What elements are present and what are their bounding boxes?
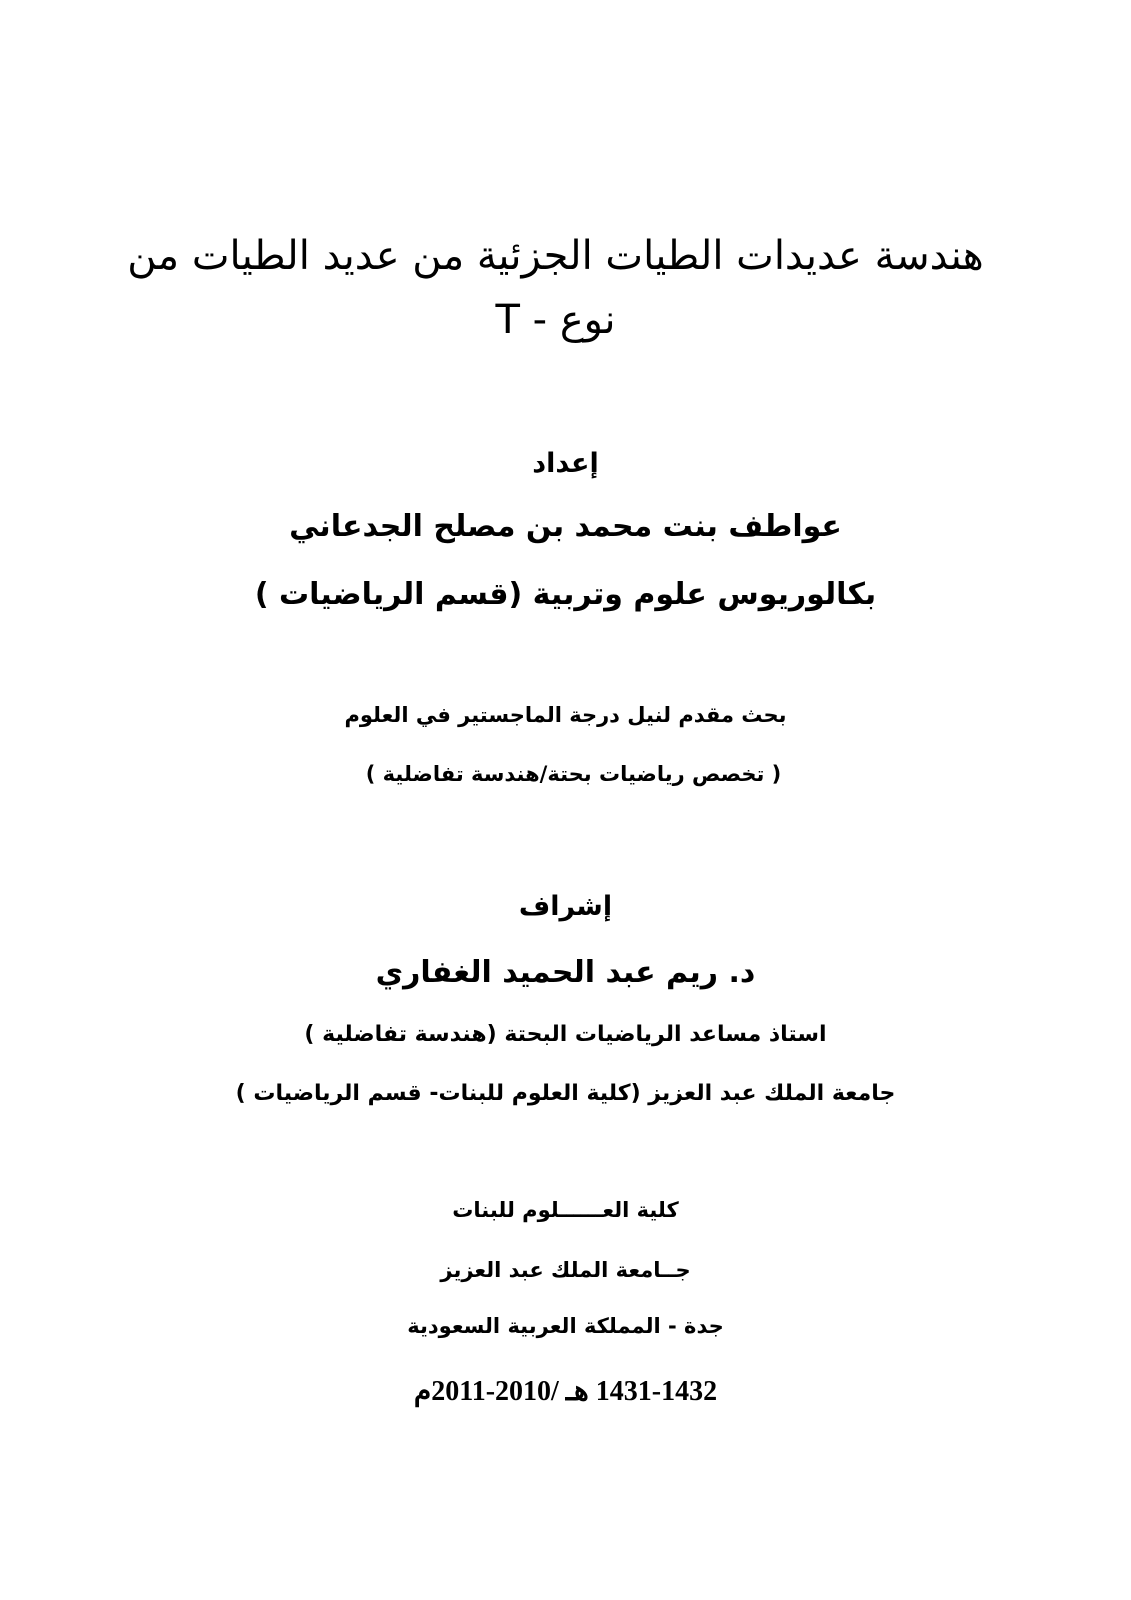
college-name: كلية العــــــلوم للبنات [452, 1198, 679, 1222]
location: جدة - المملكة العربية السعودية [407, 1314, 724, 1338]
university-name: جــامعة الملك عبد العزيز [440, 1258, 691, 1282]
thesis-specialization: ( تخصص رياضيات بحتة/هندسة تفاضلية ) [365, 762, 782, 786]
thesis-description: بحث مقدم لنيل درجة الماجستير في العلوم [344, 703, 787, 727]
author-name: عواطف بنت محمد بن مصلح الجدعاني [289, 509, 842, 544]
supervisor-name: د. ريم عبد الحميد الغفاري [375, 955, 756, 990]
supervision-label: إشراف [518, 891, 613, 922]
supervisor-affiliation: جامعة الملك عبد العزيز (كلية العلوم للبنات- قسم الرياضيات ) [235, 1081, 896, 1106]
author-degree: بكالوريوس علوم وتربية (قسم الرياضيات ) [254, 577, 877, 612]
thesis-title-line-2: نوع - T [495, 297, 616, 343]
supervisor-title: استاذ مساعد الرياضيات البحتة (هندسة تفاضلية ) [304, 1022, 827, 1047]
prepared-by-label: إعداد [532, 448, 599, 479]
thesis-title-line-1: هندسة عديدات الطيات الجزئية من عديد الطيات من [127, 233, 984, 279]
academic-year: 1431-1432 هـ /2010-2011م [413, 1376, 718, 1407]
